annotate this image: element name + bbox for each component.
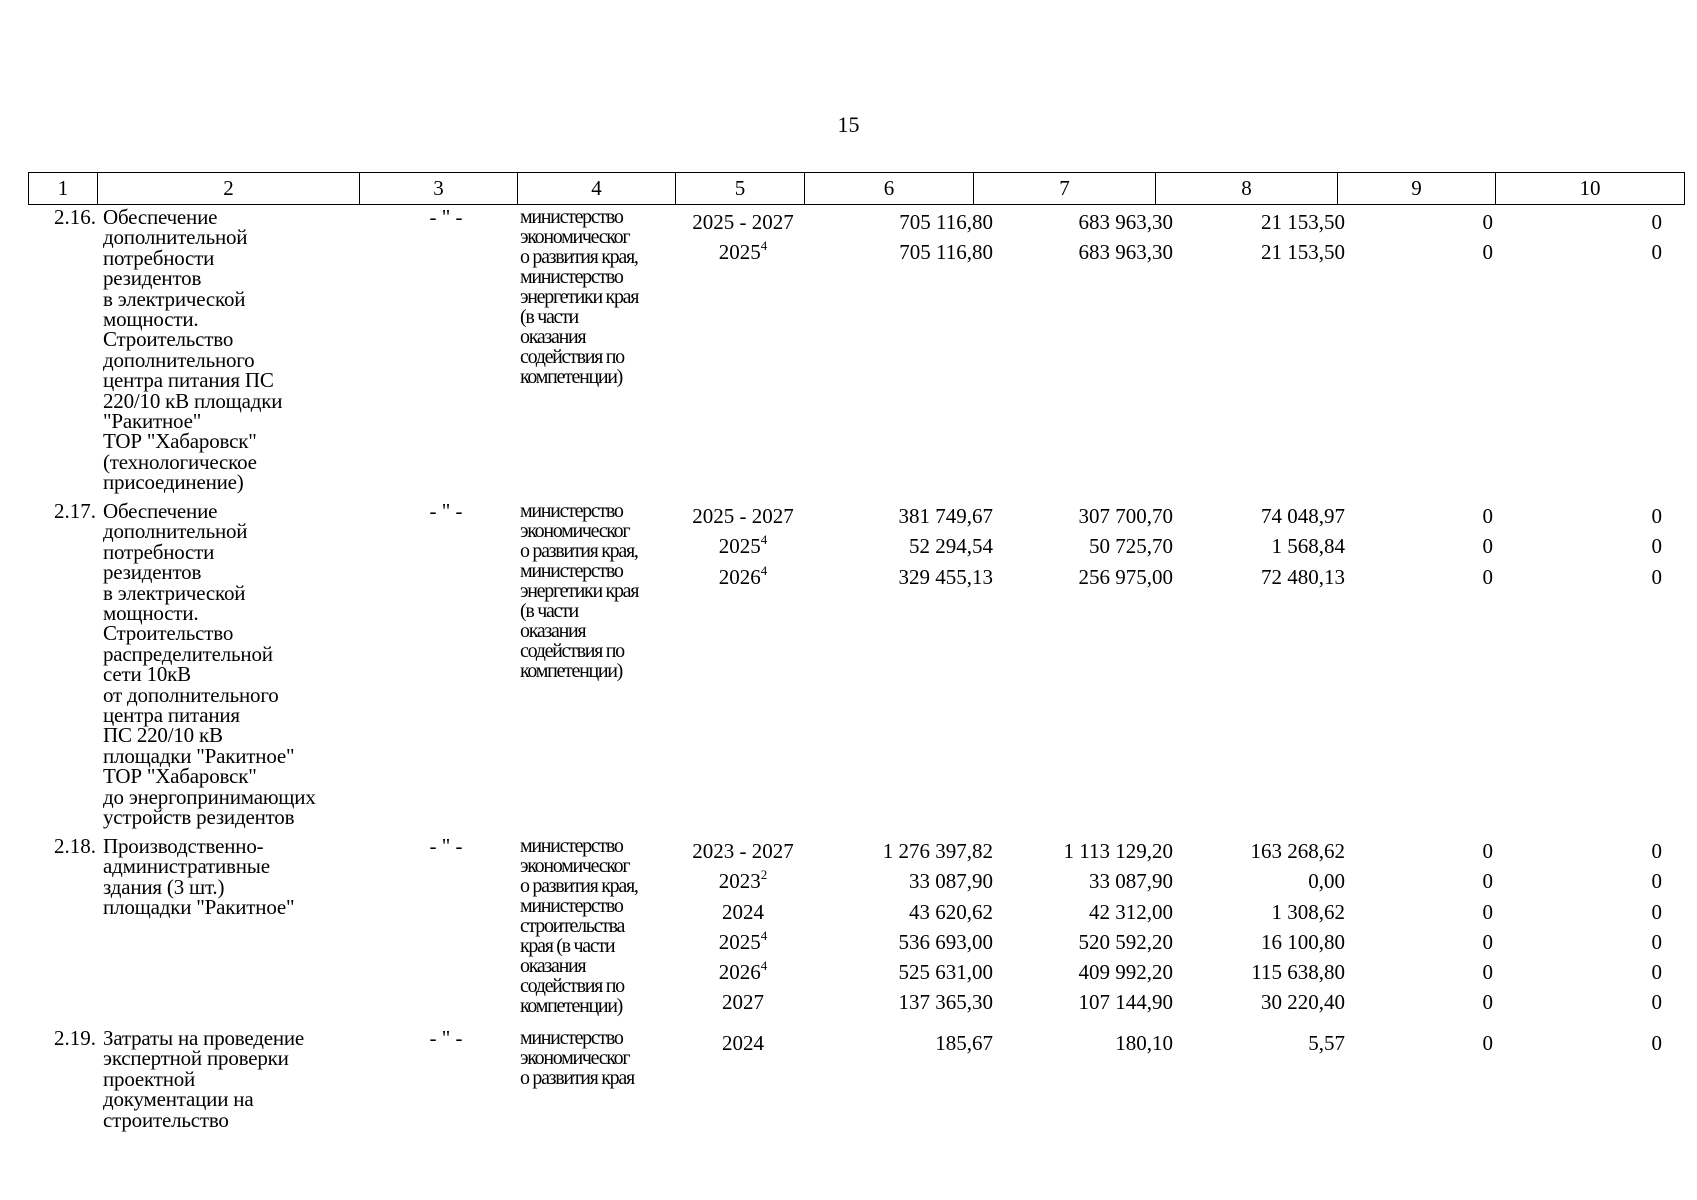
row-value-regional <box>1188 836 1345 866</box>
row-value-local-text: 0 <box>1482 240 1493 265</box>
row-executor-line: министерство <box>520 1027 623 1049</box>
row-value-other <box>1508 957 1662 987</box>
row-executor-line: края (в части <box>520 935 615 957</box>
row-executor-line: министерство <box>520 560 623 582</box>
row-number: 2.17. <box>54 499 96 523</box>
row-value-federal-text: 107 144,90 <box>1078 990 1173 1015</box>
row-value-other-text: 0 <box>1651 210 1662 234</box>
row-value-other <box>1508 531 1662 561</box>
row-executor-line: строительства <box>520 915 625 937</box>
row-ditto-mark: - " - <box>429 205 463 229</box>
row-year <box>678 927 808 957</box>
row-value-federal <box>1008 927 1173 957</box>
row-value-regional-text: 5,57 <box>1308 1031 1345 1055</box>
footnote-mark: 4 <box>760 562 768 578</box>
row-name-line: мощности. <box>103 307 199 332</box>
row-year-column <box>678 836 808 1018</box>
row-name-line: Строительство <box>103 621 234 646</box>
row-name-line: резидентов <box>103 560 202 585</box>
row-year-text: 2023 - 2027 <box>692 839 794 863</box>
row-value-total-text: 381 749,67 <box>898 504 993 528</box>
row-executor-line: о развития края, <box>520 246 638 268</box>
row-executor-line: экономическог <box>520 226 630 248</box>
row-name-line: "Ракитное" <box>103 409 202 434</box>
row-value-regional-text: 30 220,40 <box>1261 990 1345 1015</box>
row-value-regional <box>1188 1028 1345 1058</box>
row-value-total-text: 43 620,62 <box>909 899 993 924</box>
row-executor-line: о развития края <box>520 1067 634 1089</box>
row-executor-line: экономическог <box>520 855 630 877</box>
row-executor-line: энергетики края <box>520 580 639 602</box>
row-value-total <box>828 501 993 531</box>
row-value-federal-text: 50 725,70 <box>1089 534 1173 559</box>
row-year-text: 2024 <box>722 899 764 924</box>
row-value-federal <box>1008 957 1173 987</box>
column-header-4: 4 <box>518 173 676 205</box>
row-value-total-text: 705 116,80 <box>899 240 993 265</box>
row-value-local <box>1358 501 1493 531</box>
row-value-federal-column <box>1008 836 1173 1018</box>
row-value-local-text: 0 <box>1482 564 1493 589</box>
row-value-other <box>1508 1028 1662 1058</box>
row-value-regional-text: 115 638,80 <box>1251 960 1345 985</box>
row-name-line: дополнительного <box>103 347 255 372</box>
row-year <box>678 897 808 927</box>
row-executor-line: содействия по <box>520 975 624 997</box>
row-value-federal-text: 256 975,00 <box>1078 564 1173 589</box>
row-year-text: 2025 - 2027 <box>692 210 794 234</box>
row-value-total <box>828 562 993 592</box>
row-name-line: в электрической <box>103 286 246 311</box>
row-value-local <box>1358 1028 1493 1058</box>
row-value-regional <box>1188 237 1345 267</box>
row-value-other-text: 0 <box>1651 839 1662 863</box>
row-value-other <box>1508 836 1662 866</box>
row-value-total-column <box>828 836 993 1018</box>
row-year <box>678 957 808 987</box>
row-value-federal-text: 1 113 129,20 <box>1063 839 1173 863</box>
row-value-federal <box>1008 1028 1173 1058</box>
row-value-local-column <box>1358 1028 1493 1058</box>
row-value-other-text: 0 <box>1651 564 1662 589</box>
row-value-local-text: 0 <box>1482 899 1493 924</box>
row-name-line: распределительной <box>103 641 273 666</box>
row-name-line: центра питания <box>103 703 240 728</box>
row-value-federal <box>1008 207 1173 237</box>
row-name-line: Обеспечение <box>103 499 218 523</box>
row-executor-line: министерство <box>520 500 623 522</box>
row-value-federal-text: 42 312,00 <box>1089 899 1173 924</box>
row-name-line: ТОР "Хабаровск" <box>103 764 257 789</box>
row-value-local-text: 0 <box>1482 960 1493 985</box>
footnote-mark: 4 <box>760 532 768 548</box>
row-value-total-text: 705 116,80 <box>899 210 993 234</box>
row-value-regional-text: 72 480,13 <box>1261 564 1345 589</box>
row-ditto-mark: - " - <box>429 834 463 858</box>
row-value-other <box>1508 987 1662 1017</box>
row-value-other <box>1508 207 1662 237</box>
row-executor-line: оказания <box>520 620 586 642</box>
row-value-regional-text: 163 268,62 <box>1250 839 1345 863</box>
row-year <box>678 237 808 267</box>
row-value-regional-column <box>1188 836 1345 1018</box>
row-executor <box>520 207 670 387</box>
row-name-line: до энергопринимающих <box>103 784 316 809</box>
row-ditto-mark: - " - <box>429 499 463 523</box>
row-name-line: экспертной проверки <box>103 1046 289 1071</box>
row-value-regional <box>1188 987 1345 1017</box>
row-value-total-text: 33 087,90 <box>909 869 993 894</box>
row-value-federal-text: 520 592,20 <box>1078 929 1173 954</box>
row-name-line: площадки "Ракитное" <box>103 743 295 768</box>
row-name-line: документации на <box>103 1087 254 1112</box>
row-value-regional-text: 21 153,50 <box>1261 210 1345 234</box>
column-header-5: 5 <box>676 173 805 205</box>
row-name <box>103 1028 353 1130</box>
row-value-other <box>1508 237 1662 267</box>
row-value-other-column <box>1508 836 1662 1018</box>
column-header-3: 3 <box>360 173 518 205</box>
row-value-other-column <box>1508 501 1662 592</box>
row-name-line: присоединение) <box>103 470 244 495</box>
row-value-total <box>828 987 993 1017</box>
row-value-regional-text: 21 153,50 <box>1261 240 1345 265</box>
row-value-total-text: 137 365,30 <box>898 990 993 1015</box>
row-executor-line: о развития края, <box>520 875 638 897</box>
row-value-local-text: 0 <box>1482 1031 1493 1055</box>
row-year-text: 2023 <box>718 869 761 894</box>
row-number: 2.16. <box>54 205 96 229</box>
row-value-federal <box>1008 836 1173 866</box>
row-value-total-text: 52 294,54 <box>909 534 993 559</box>
row-value-total-text: 185,67 <box>935 1031 993 1055</box>
row-name-line: Обеспечение <box>103 205 218 229</box>
column-header-9: 9 <box>1338 173 1496 205</box>
row-name-line: здания (3 шт.) <box>103 874 225 899</box>
row-executor-line: оказания <box>520 955 586 977</box>
row-value-federal-text: 683 963,30 <box>1078 240 1173 265</box>
row-value-federal-column <box>1008 501 1173 592</box>
row-value-federal <box>1008 866 1173 896</box>
row-value-regional-column <box>1188 501 1345 592</box>
row-executor-line: министерство <box>520 835 623 857</box>
row-value-other-text: 0 <box>1651 960 1662 985</box>
row-value-local-text: 0 <box>1482 210 1493 234</box>
row-value-total <box>828 1028 993 1058</box>
row-value-total-text: 329 455,13 <box>898 564 993 589</box>
footnote-mark: 4 <box>760 238 768 254</box>
row-name-line: дополнительной <box>103 225 248 250</box>
row-value-regional <box>1188 897 1345 927</box>
row-value-local-text: 0 <box>1482 534 1493 559</box>
row-name-line: Строительство <box>103 327 234 352</box>
row-value-federal <box>1008 562 1173 592</box>
row-value-other <box>1508 927 1662 957</box>
row-value-federal-text: 33 087,90 <box>1089 869 1173 894</box>
footnote-mark: 4 <box>760 958 768 974</box>
row-executor-line: компетенции) <box>520 366 623 388</box>
row-value-local <box>1358 836 1493 866</box>
row-value-total <box>828 207 993 237</box>
row-executor-line: экономическог <box>520 1047 630 1069</box>
column-header-2: 2 <box>98 173 360 205</box>
row-name-line: 220/10 кВ площадки <box>103 388 283 413</box>
row-year-text: 2025 <box>718 534 761 559</box>
row-value-local-text: 0 <box>1482 869 1493 894</box>
row-value-other-text: 0 <box>1651 899 1662 924</box>
row-value-local-column <box>1358 207 1493 268</box>
row-value-regional-text: 1 568,84 <box>1271 534 1345 559</box>
row-name-line: (технологическое <box>103 449 257 474</box>
row-year-text: 2024 <box>722 1031 764 1055</box>
row-value-other-text: 0 <box>1651 990 1662 1015</box>
row-value-federal-text: 409 992,20 <box>1078 960 1173 985</box>
row-value-federal-text: 180,10 <box>1115 1031 1173 1055</box>
row-value-federal-column <box>1008 207 1173 268</box>
row-name-line: Затраты на проведение <box>103 1026 305 1050</box>
row-executor <box>520 1028 670 1088</box>
row-executor-line: компетенции) <box>520 995 623 1017</box>
row-value-total-text: 536 693,00 <box>898 929 993 954</box>
row-value-local <box>1358 927 1493 957</box>
row-value-total <box>828 957 993 987</box>
row-year-text: 2026 <box>718 960 761 985</box>
row-name-line: площадки "Ракитное" <box>103 895 295 920</box>
row-number: 2.18. <box>54 834 96 858</box>
row-year-text: 2026 <box>718 564 761 589</box>
row-value-local <box>1358 987 1493 1017</box>
row-value-local-text: 0 <box>1482 839 1493 863</box>
row-value-local-column <box>1358 836 1493 1018</box>
row-name-line: мощности. <box>103 601 199 626</box>
row-number: 2.19. <box>54 1026 96 1050</box>
row-name-line: сети 10кВ <box>103 662 191 687</box>
row-executor-line: (в части <box>520 306 578 328</box>
row-value-local-text: 0 <box>1482 504 1493 528</box>
row-year <box>678 866 808 896</box>
footnote-mark: 4 <box>760 927 768 943</box>
row-executor-line: о развития края, <box>520 540 638 562</box>
row-name-line: Производственно- <box>103 834 264 858</box>
row-name-line: от дополнительного <box>103 682 279 707</box>
row-value-regional-text: 16 100,80 <box>1261 929 1345 954</box>
row-year <box>678 207 808 237</box>
row-value-other <box>1508 501 1662 531</box>
row-name-line: устройств резидентов <box>103 805 295 830</box>
row-executor <box>520 501 670 681</box>
row-value-local <box>1358 531 1493 561</box>
row-value-local <box>1358 562 1493 592</box>
row-value-regional-column <box>1188 207 1345 268</box>
row-value-total-column <box>828 207 993 268</box>
row-value-federal <box>1008 987 1173 1017</box>
row-value-other <box>1508 562 1662 592</box>
table-row <box>28 207 1678 501</box>
row-executor-line: энергетики края <box>520 286 639 308</box>
row-name <box>103 207 353 493</box>
row-value-other-text: 0 <box>1651 1031 1662 1055</box>
row-executor-line: содействия по <box>520 346 624 368</box>
row-value-regional <box>1188 207 1345 237</box>
row-executor-line: министерство <box>520 206 623 228</box>
row-year-column <box>678 207 808 268</box>
row-executor <box>520 836 670 1016</box>
row-value-total-text: 1 276 397,82 <box>882 839 993 863</box>
row-value-other-text: 0 <box>1651 240 1662 265</box>
footnote-mark: 2 <box>760 867 768 883</box>
row-year-column <box>678 1028 808 1058</box>
column-header-10: 10 <box>1496 173 1685 205</box>
row-year-text: 2025 - 2027 <box>692 504 794 528</box>
row-name-line: ПС 220/10 кВ <box>103 723 223 748</box>
row-value-regional <box>1188 927 1345 957</box>
row-value-federal-column <box>1008 1028 1173 1058</box>
row-name-line: административные <box>103 854 270 879</box>
column-header-row <box>28 172 1685 205</box>
row-value-total <box>828 237 993 267</box>
row-value-regional <box>1188 866 1345 896</box>
row-value-regional <box>1188 957 1345 987</box>
row-executor-line: компетенции) <box>520 660 623 682</box>
row-year <box>678 836 808 866</box>
row-value-total <box>828 927 993 957</box>
row-value-local <box>1358 207 1493 237</box>
row-value-other <box>1508 866 1662 896</box>
row-name <box>103 501 353 828</box>
row-value-federal <box>1008 237 1173 267</box>
row-value-federal-text: 683 963,30 <box>1078 210 1173 234</box>
row-value-other-column <box>1508 207 1662 268</box>
row-executor-line: министерство <box>520 895 623 917</box>
row-name-line: в электрической <box>103 580 246 605</box>
row-name-line: проектной <box>103 1066 196 1091</box>
row-name-line: резидентов <box>103 266 202 291</box>
row-year-text: 2025 <box>718 929 761 954</box>
row-value-total-text: 525 631,00 <box>898 960 993 985</box>
row-value-regional <box>1188 562 1345 592</box>
table-row <box>28 501 1678 836</box>
row-executor-line: министерство <box>520 266 623 288</box>
row-value-other-text: 0 <box>1651 534 1662 559</box>
row-value-regional-text: 74 048,97 <box>1261 504 1345 528</box>
row-name-line: строительство <box>103 1107 229 1132</box>
row-value-other-column <box>1508 1028 1662 1058</box>
row-year <box>678 987 808 1017</box>
row-value-other-text: 0 <box>1651 504 1662 528</box>
row-executor-line: оказания <box>520 326 586 348</box>
row-value-local <box>1358 957 1493 987</box>
row-name <box>103 836 353 918</box>
page-number: 15 <box>837 112 860 137</box>
table-row <box>28 836 1678 1028</box>
row-ditto-mark: - " - <box>429 1026 463 1050</box>
row-value-local-column <box>1358 501 1493 592</box>
row-value-federal <box>1008 531 1173 561</box>
row-value-total <box>828 866 993 896</box>
row-value-total-column <box>828 1028 993 1058</box>
table-row <box>28 1028 1678 1138</box>
row-value-total-column <box>828 501 993 592</box>
column-header-8: 8 <box>1156 173 1338 205</box>
row-value-total <box>828 531 993 561</box>
row-year <box>678 562 808 592</box>
row-value-other-text: 0 <box>1651 929 1662 954</box>
row-value-local <box>1358 237 1493 267</box>
row-value-regional-column <box>1188 1028 1345 1058</box>
row-value-local <box>1358 897 1493 927</box>
column-header-7: 7 <box>974 173 1156 205</box>
row-executor-line: (в части <box>520 600 578 622</box>
row-year <box>678 501 808 531</box>
table-body <box>28 207 1678 1138</box>
column-header-6: 6 <box>805 173 974 205</box>
row-value-local-text: 0 <box>1482 990 1493 1015</box>
row-year-text: 2027 <box>722 990 764 1015</box>
row-executor-line: экономическог <box>520 520 630 542</box>
row-name-line: потребности <box>103 245 215 270</box>
row-value-total <box>828 897 993 927</box>
row-name-line: центра питания ПС <box>103 368 274 393</box>
row-year-column <box>678 501 808 592</box>
row-value-regional-text: 0,00 <box>1308 869 1345 894</box>
row-value-local-text: 0 <box>1482 929 1493 954</box>
row-year <box>678 1028 808 1058</box>
row-year <box>678 531 808 561</box>
row-executor-line: содействия по <box>520 640 624 662</box>
row-value-federal <box>1008 897 1173 927</box>
row-name-line: ТОР "Хабаровск" <box>103 429 257 454</box>
row-value-local <box>1358 866 1493 896</box>
row-year-text: 2025 <box>718 240 761 265</box>
row-value-total <box>828 836 993 866</box>
row-value-regional <box>1188 501 1345 531</box>
row-value-regional-text: 1 308,62 <box>1271 899 1345 924</box>
row-value-other <box>1508 897 1662 927</box>
row-value-federal <box>1008 501 1173 531</box>
row-value-other-text: 0 <box>1651 869 1662 894</box>
row-value-regional <box>1188 531 1345 561</box>
column-header-1: 1 <box>29 173 98 205</box>
row-name-line: потребности <box>103 539 215 564</box>
row-value-federal-text: 307 700,70 <box>1078 504 1173 528</box>
row-name-line: дополнительной <box>103 519 248 544</box>
